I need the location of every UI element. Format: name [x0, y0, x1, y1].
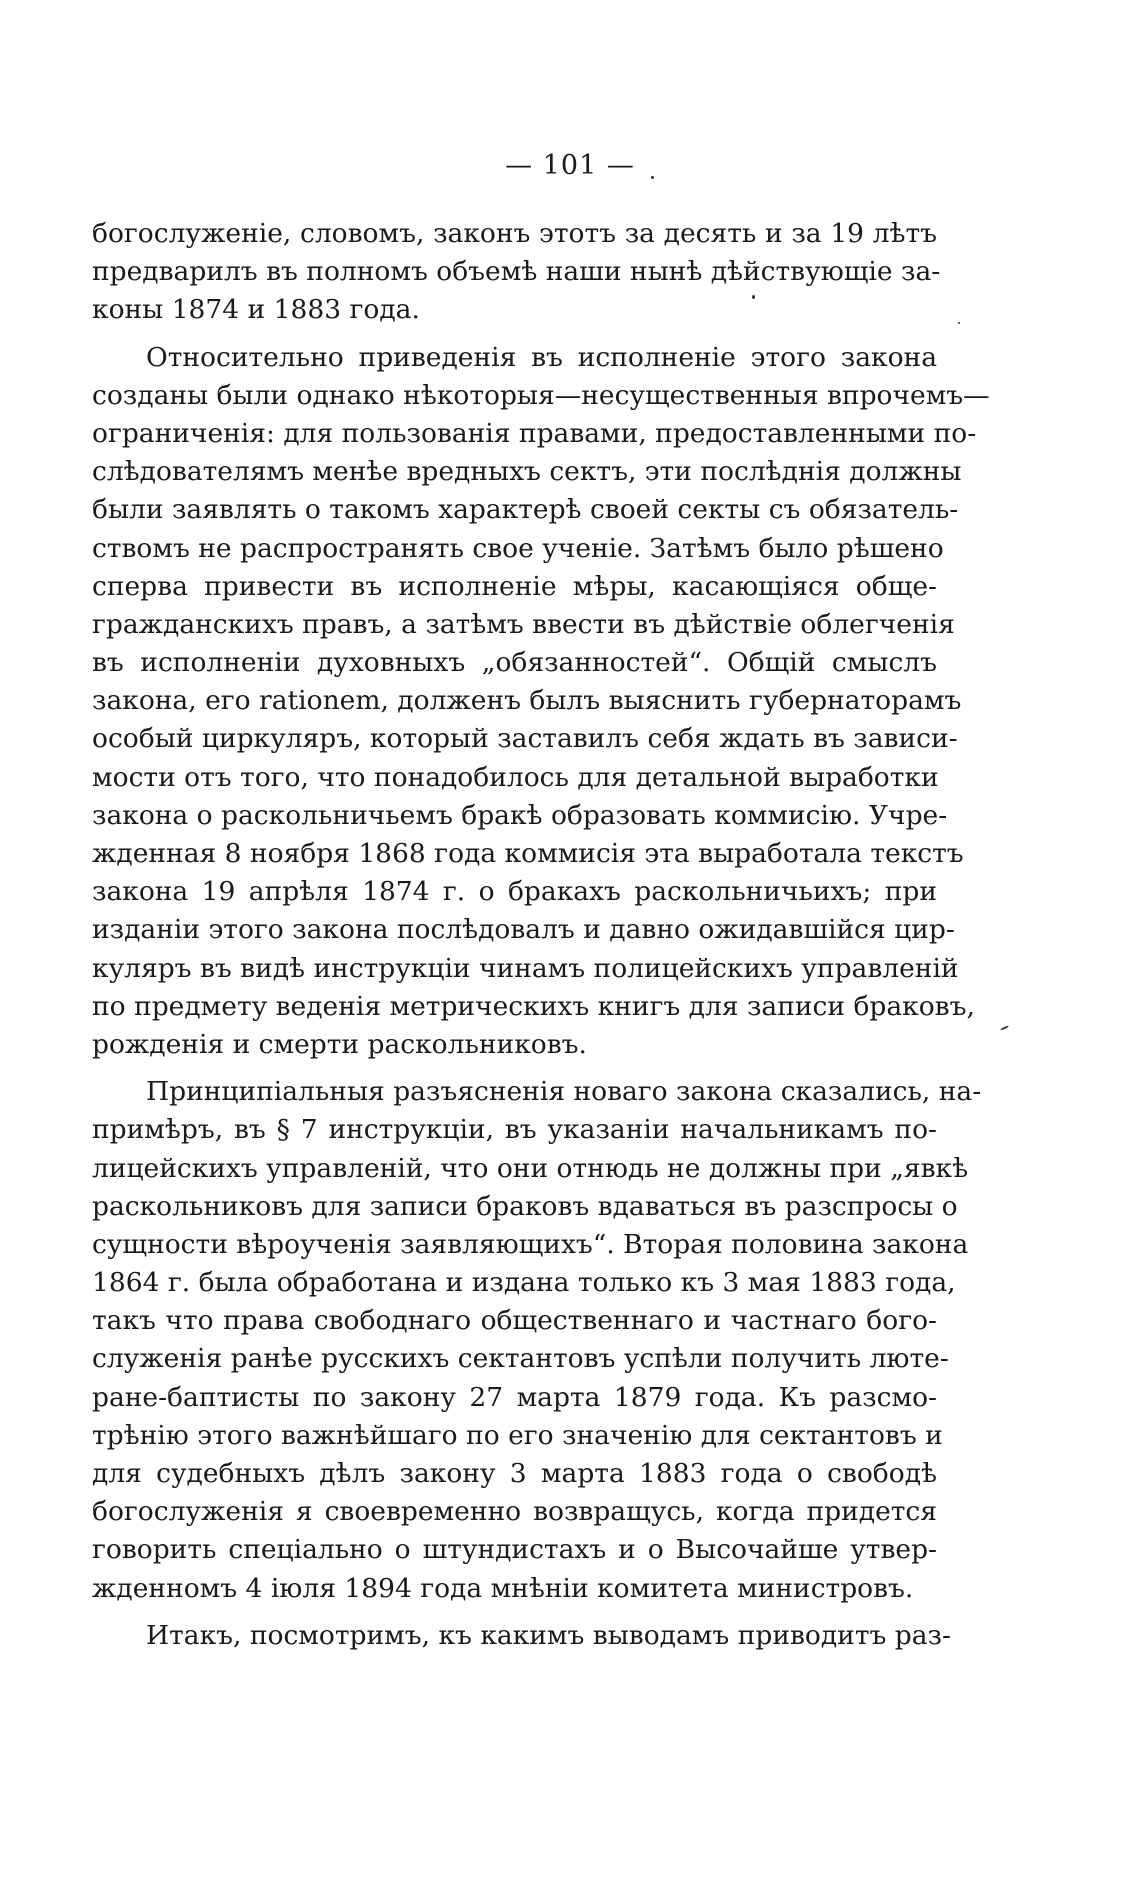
text-line: ствомъ не распространять свое ученіе. Затѣмъ было рѣшено	[92, 532, 944, 564]
print-speck	[1000, 1025, 1009, 1031]
text-line: 1864 г. была обработана и издана только къ 3 мая 1883 года,	[92, 1267, 956, 1299]
text-line: раскольниковъ для записи браковъ вдаваться въ разспросы о	[92, 1190, 958, 1222]
print-speck	[752, 295, 755, 299]
text-line: ране-баптисты по закону 27 марта 1879 года. Къ разсмо-	[92, 1381, 937, 1413]
text-line: богослуженія я своевременно возвращусь, когда придется	[92, 1496, 937, 1528]
text-line: слѣдователямъ менѣе вредныхъ сектъ, эти послѣднія должны	[92, 456, 962, 488]
text-line: по предмету веденія метрическихъ книгъ для записи браковъ,	[92, 990, 975, 1022]
text-line: закона, его rationem, долженъ былъ выяснить губернаторамъ	[92, 685, 962, 717]
text-line: лицейскихъ управленій, что они отнюдь не должны при „явкѣ	[92, 1152, 969, 1184]
text-line: предварилъ въ полномъ объемѣ наши нынѣ дѣйствующіе за-	[92, 256, 941, 288]
text-line: мости отъ того, что понадобилось для детальной выработки	[92, 761, 939, 793]
print-speck	[651, 176, 654, 179]
text-line: ограниченія: для пользованія правами, предоставленными по-	[92, 417, 977, 449]
text-line: сперва привести въ исполненіе мѣры, касающіяся обще-	[92, 570, 937, 602]
text-line: изданіи этого закона послѣдовалъ и давно ожидавшійся цир-	[92, 914, 955, 946]
text-line: примѣръ, въ § 7 инструкціи, въ указаніи начальникамъ по-	[92, 1114, 937, 1146]
text-line: были заявлять о такомъ характерѣ своей секты съ обязатель-	[92, 494, 959, 526]
paragraph	[92, 1617, 951, 1655]
paragraph	[92, 215, 941, 330]
text-line: гражданскихъ правъ, а затѣмъ ввести въ дѣйствіе облегченія	[92, 608, 955, 640]
text-line: Относительно приведенія въ исполненіе этого закона	[146, 341, 937, 373]
text-line: въ исполненіи духовныхъ „обязанностей“. Общій смыслъ	[92, 647, 937, 679]
text-line: созданы были однако нѣкоторыя—несущественныя впрочемъ—	[92, 379, 990, 411]
paragraph	[92, 1073, 982, 1608]
text-line: куляръ въ видѣ инструкціи чинамъ полицейскихъ управленій	[92, 952, 959, 984]
text-line: закона о раскольничьемъ бракѣ образовать коммисію. Учре-	[92, 799, 948, 831]
print-speck	[958, 322, 960, 324]
text-line: такъ что права свободнаго общественнаго и частнаго бого-	[92, 1305, 937, 1337]
text-line: служенія ранѣе русскихъ сектантовъ успѣли получить люте-	[92, 1343, 949, 1375]
text-line: особый циркуляръ, который заставилъ себя ждать въ зависи-	[92, 723, 958, 755]
text-line: сущности вѣроученія заявляющихъ“. Вторая половина закона	[92, 1228, 969, 1260]
text-line: рожденія и смерти раскольниковъ.	[92, 1028, 587, 1060]
text-line: Принципіальныя разъясненія новаго закона сказались, на-	[146, 1076, 982, 1108]
text-line: коны 1874 и 1883 года.	[92, 294, 420, 326]
text-line: Итакъ, посмотримъ, къ какимъ выводамъ приводитъ раз-	[146, 1619, 951, 1651]
paragraph-gap	[92, 1064, 937, 1073]
paragraph-gap	[92, 1608, 937, 1617]
paragraph-gap	[92, 330, 937, 339]
text-line: говорить спеціально о штундистахъ и о Высочайше утвер-	[92, 1534, 937, 1566]
text-line: богослуженіе, словомъ, законъ этотъ за десять и за 19 лѣтъ	[92, 218, 937, 249]
page-number: — 101 —	[505, 150, 635, 181]
body-text	[92, 215, 990, 1655]
text-line: жденная 8 ноября 1868 года коммисія эта выработала текстъ	[92, 838, 964, 869]
text-line: для судебныхъ дѣлъ закону 3 марта 1883 года о свободѣ	[92, 1458, 937, 1489]
paragraph	[92, 339, 990, 1065]
text-line: закона 19 апрѣля 1874 г. о бракахъ раскольничьихъ; при	[92, 876, 937, 908]
text-line: трѣнію этого важнѣйшаго по его значенію для сектантовъ и	[92, 1419, 943, 1451]
text-line: жденномъ 4 іюля 1894 года мнѣніи комитета министровъ.	[92, 1572, 914, 1604]
